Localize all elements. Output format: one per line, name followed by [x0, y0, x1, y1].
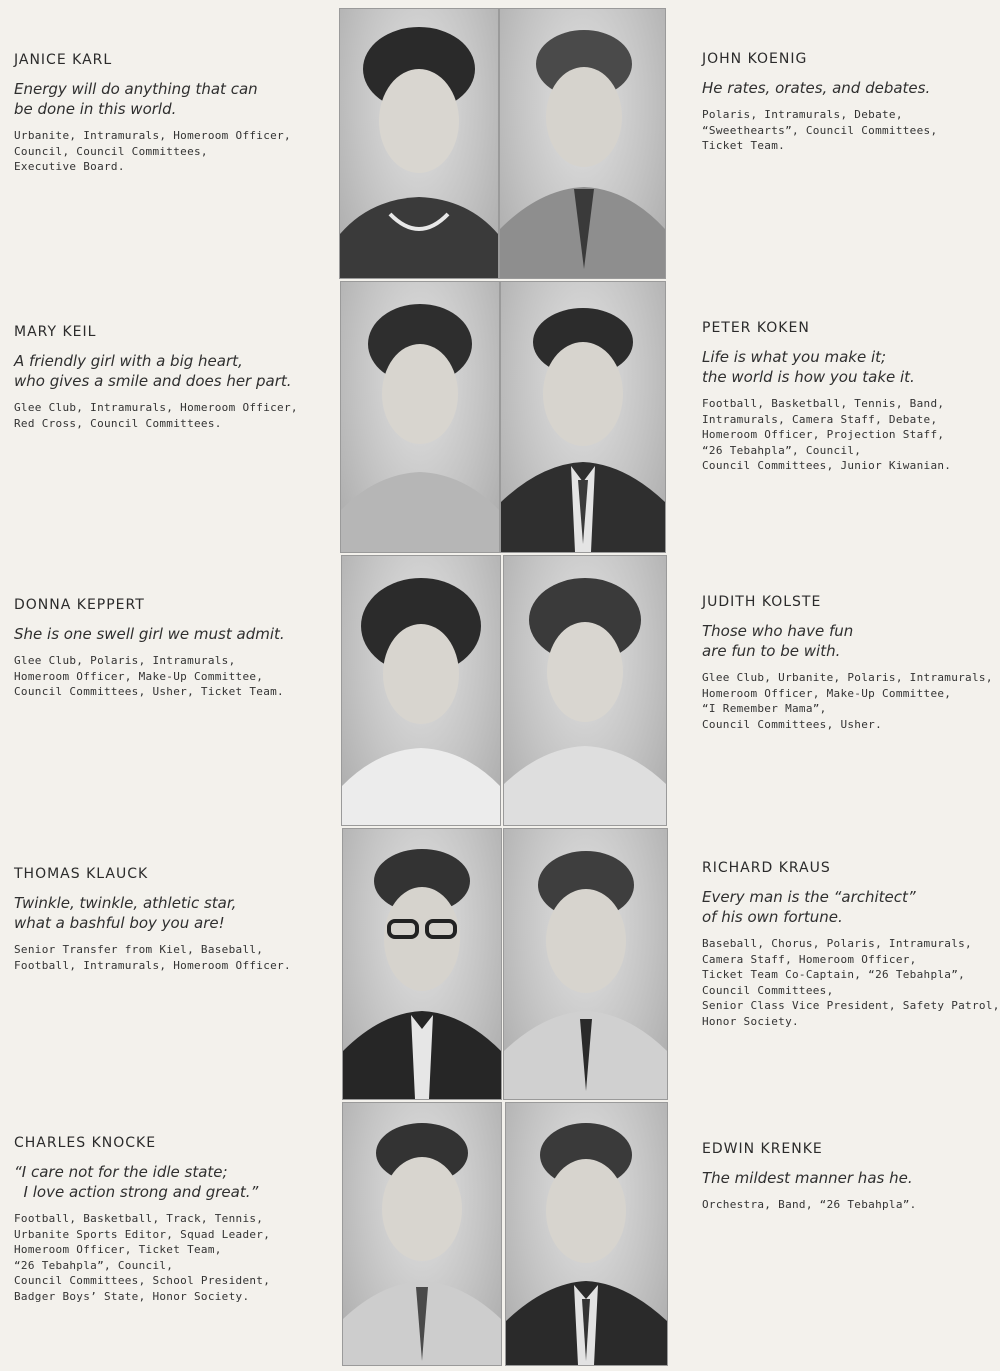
activity-line: Homeroom Officer, Ticket Team,	[14, 1243, 222, 1257]
student-activities	[14, 400, 334, 431]
quote-line: Every man is the “architect”	[702, 888, 916, 906]
portrait-silhouette	[343, 829, 501, 1099]
portrait-photo	[500, 281, 666, 553]
portrait-silhouette	[504, 829, 667, 1099]
portrait-photo	[503, 828, 668, 1100]
student-quote	[14, 893, 334, 933]
activity-line: Council Committees,	[702, 983, 834, 997]
student-quote	[702, 347, 994, 387]
student-name: PETER KOKEN	[702, 320, 810, 336]
portrait-photo	[339, 8, 499, 279]
quote-line: what a bashful boy you are!	[14, 914, 225, 932]
student-activities	[14, 653, 334, 700]
portrait-silhouette	[341, 282, 499, 552]
student-quote	[14, 79, 334, 119]
portrait-silhouette	[342, 556, 500, 825]
student-entry-donna-keppert	[14, 597, 334, 700]
activity-line: “26 Tebahpla”, Council,	[14, 1258, 174, 1272]
student-name: THOMAS KLAUCK	[14, 866, 149, 882]
activity-line: Glee Club, Intramurals, Homeroom Officer,	[14, 401, 298, 414]
activity-line: “Sweethearts”, Council Committees,	[702, 123, 938, 137]
activity-line: “I Remember Mama”,	[702, 702, 827, 716]
student-name: CHARLES KNOCKE	[14, 1135, 157, 1151]
student-activities	[702, 396, 994, 474]
portrait-photo	[340, 281, 500, 553]
activity-line: Council Committees, Junior Kiwanian.	[702, 459, 952, 473]
student-name: MARY KEIL	[14, 324, 97, 340]
student-quote	[702, 621, 994, 661]
student-name: RICHARD KRAUS	[702, 860, 831, 876]
activity-line: Council Committees, Usher, Ticket Team.	[14, 685, 284, 699]
activity-line: Orchestra, Band, “26 Tebahpla”.	[702, 1198, 917, 1211]
activity-line: “26 Tebahpla”, Council,	[702, 443, 862, 457]
activity-line: Senior Class Vice President, Safety Patrol,	[702, 999, 1000, 1013]
activity-line: Council, Council Committees,	[14, 144, 208, 158]
student-activities	[702, 107, 994, 154]
quote-line: “I care not for the idle state;	[14, 1163, 228, 1181]
activity-line: Executive Board.	[14, 160, 125, 174]
student-name: JOHN KOENIG	[702, 51, 808, 67]
activity-line: Football, Basketball, Track, Tennis,	[14, 1212, 264, 1225]
student-entry-peter-koken	[702, 320, 994, 474]
student-activities	[14, 942, 334, 973]
quote-line: I love action strong and great.”	[14, 1183, 259, 1201]
activity-line: Glee Club, Urbanite, Polaris, Intramurals,	[702, 671, 993, 684]
activity-line: Glee Club, Polaris, Intramurals,	[14, 654, 236, 667]
activity-line: Intramurals, Camera Staff, Debate,	[702, 412, 938, 426]
activity-line: Baseball, Chorus, Polaris, Intramurals,	[702, 937, 972, 950]
student-quote	[702, 1168, 994, 1188]
quote-line: Life is what you make it;	[702, 348, 887, 366]
student-entry-edwin-krenke	[702, 1141, 994, 1213]
activity-line: Council Committees, School President,	[14, 1274, 271, 1288]
student-activities	[702, 936, 1000, 1030]
student-entry-richard-kraus	[702, 860, 1000, 1030]
quote-line: who gives a smile and does her part.	[14, 372, 292, 390]
quote-line: of his own fortune.	[702, 908, 843, 926]
student-activities	[702, 670, 994, 732]
student-entry-charles-knocke	[14, 1135, 334, 1305]
portrait-silhouette	[504, 556, 666, 825]
portrait-silhouette	[343, 1103, 501, 1365]
activity-line: Senior Transfer from Kiel, Baseball,	[14, 943, 264, 956]
quote-line: Energy will do anything that can	[14, 80, 258, 98]
activity-line: Homeroom Officer, Make-Up Committee,	[14, 669, 264, 683]
activity-line: Badger Boys’ State, Honor Society.	[14, 1289, 250, 1303]
portrait-photo	[342, 828, 502, 1100]
student-activities	[14, 128, 334, 175]
activity-line: Urbanite Sports Editor, Squad Leader,	[14, 1227, 271, 1241]
activity-line: Football, Intramurals, Homeroom Officer.	[14, 958, 291, 972]
activity-line: Ticket Team.	[702, 139, 786, 153]
student-name: JANICE KARL	[14, 52, 113, 68]
quote-line: He rates, orates, and debates.	[702, 79, 931, 97]
student-quote	[14, 351, 334, 391]
quote-line: She is one swell girl we must admit.	[14, 625, 285, 643]
student-entry-thomas-klauck	[14, 866, 334, 973]
activity-line: Red Cross, Council Committees.	[14, 416, 222, 430]
quote-line: are fun to be with.	[702, 642, 841, 660]
student-entry-mary-keil	[14, 324, 334, 431]
student-activities	[702, 1197, 994, 1213]
student-quote	[14, 624, 334, 644]
student-entry-judith-kolste	[702, 594, 994, 732]
student-activities	[14, 1211, 334, 1305]
activity-line: Football, Basketball, Tennis, Band,	[702, 397, 945, 410]
student-quote	[702, 78, 994, 98]
student-name: EDWIN KRENKE	[702, 1141, 823, 1157]
activity-line: Ticket Team Co-Captain, “26 Tebahpla”,	[702, 968, 966, 982]
activity-line: Camera Staff, Homeroom Officer,	[702, 952, 917, 966]
quote-line: A friendly girl with a big heart,	[14, 352, 243, 370]
activity-line: Honor Society.	[702, 1014, 799, 1028]
quote-line: the world is how you take it.	[702, 368, 915, 386]
student-entry-janice-karl	[14, 52, 334, 175]
quote-line: Twinkle, twinkle, athletic star,	[14, 894, 237, 912]
quote-line: Those who have fun	[702, 622, 854, 640]
portrait-silhouette	[500, 9, 665, 278]
student-entry-john-koenig	[702, 51, 994, 154]
activity-line: Homeroom Officer, Projection Staff,	[702, 428, 945, 442]
student-name: DONNA KEPPERT	[14, 597, 145, 613]
quote-line: The mildest manner has he.	[702, 1169, 913, 1187]
portrait-photo	[503, 555, 667, 826]
student-quote	[14, 1162, 334, 1202]
quote-line: be done in this world.	[14, 100, 177, 118]
portrait-photo	[341, 555, 501, 826]
activity-line: Urbanite, Intramurals, Homeroom Officer,	[14, 129, 291, 142]
student-name: JUDITH KOLSTE	[702, 594, 822, 610]
portrait-photo	[505, 1102, 668, 1366]
portrait-silhouette	[501, 282, 665, 552]
portrait-photo	[342, 1102, 502, 1366]
portrait-silhouette	[340, 9, 498, 278]
activity-line: Homeroom Officer, Make-Up Committee,	[702, 686, 952, 700]
student-quote	[702, 887, 994, 927]
activity-line: Council Committees, Usher.	[702, 717, 882, 731]
portrait-photo	[499, 8, 666, 279]
activity-line: Polaris, Intramurals, Debate,	[702, 108, 903, 121]
portrait-silhouette	[506, 1103, 667, 1365]
